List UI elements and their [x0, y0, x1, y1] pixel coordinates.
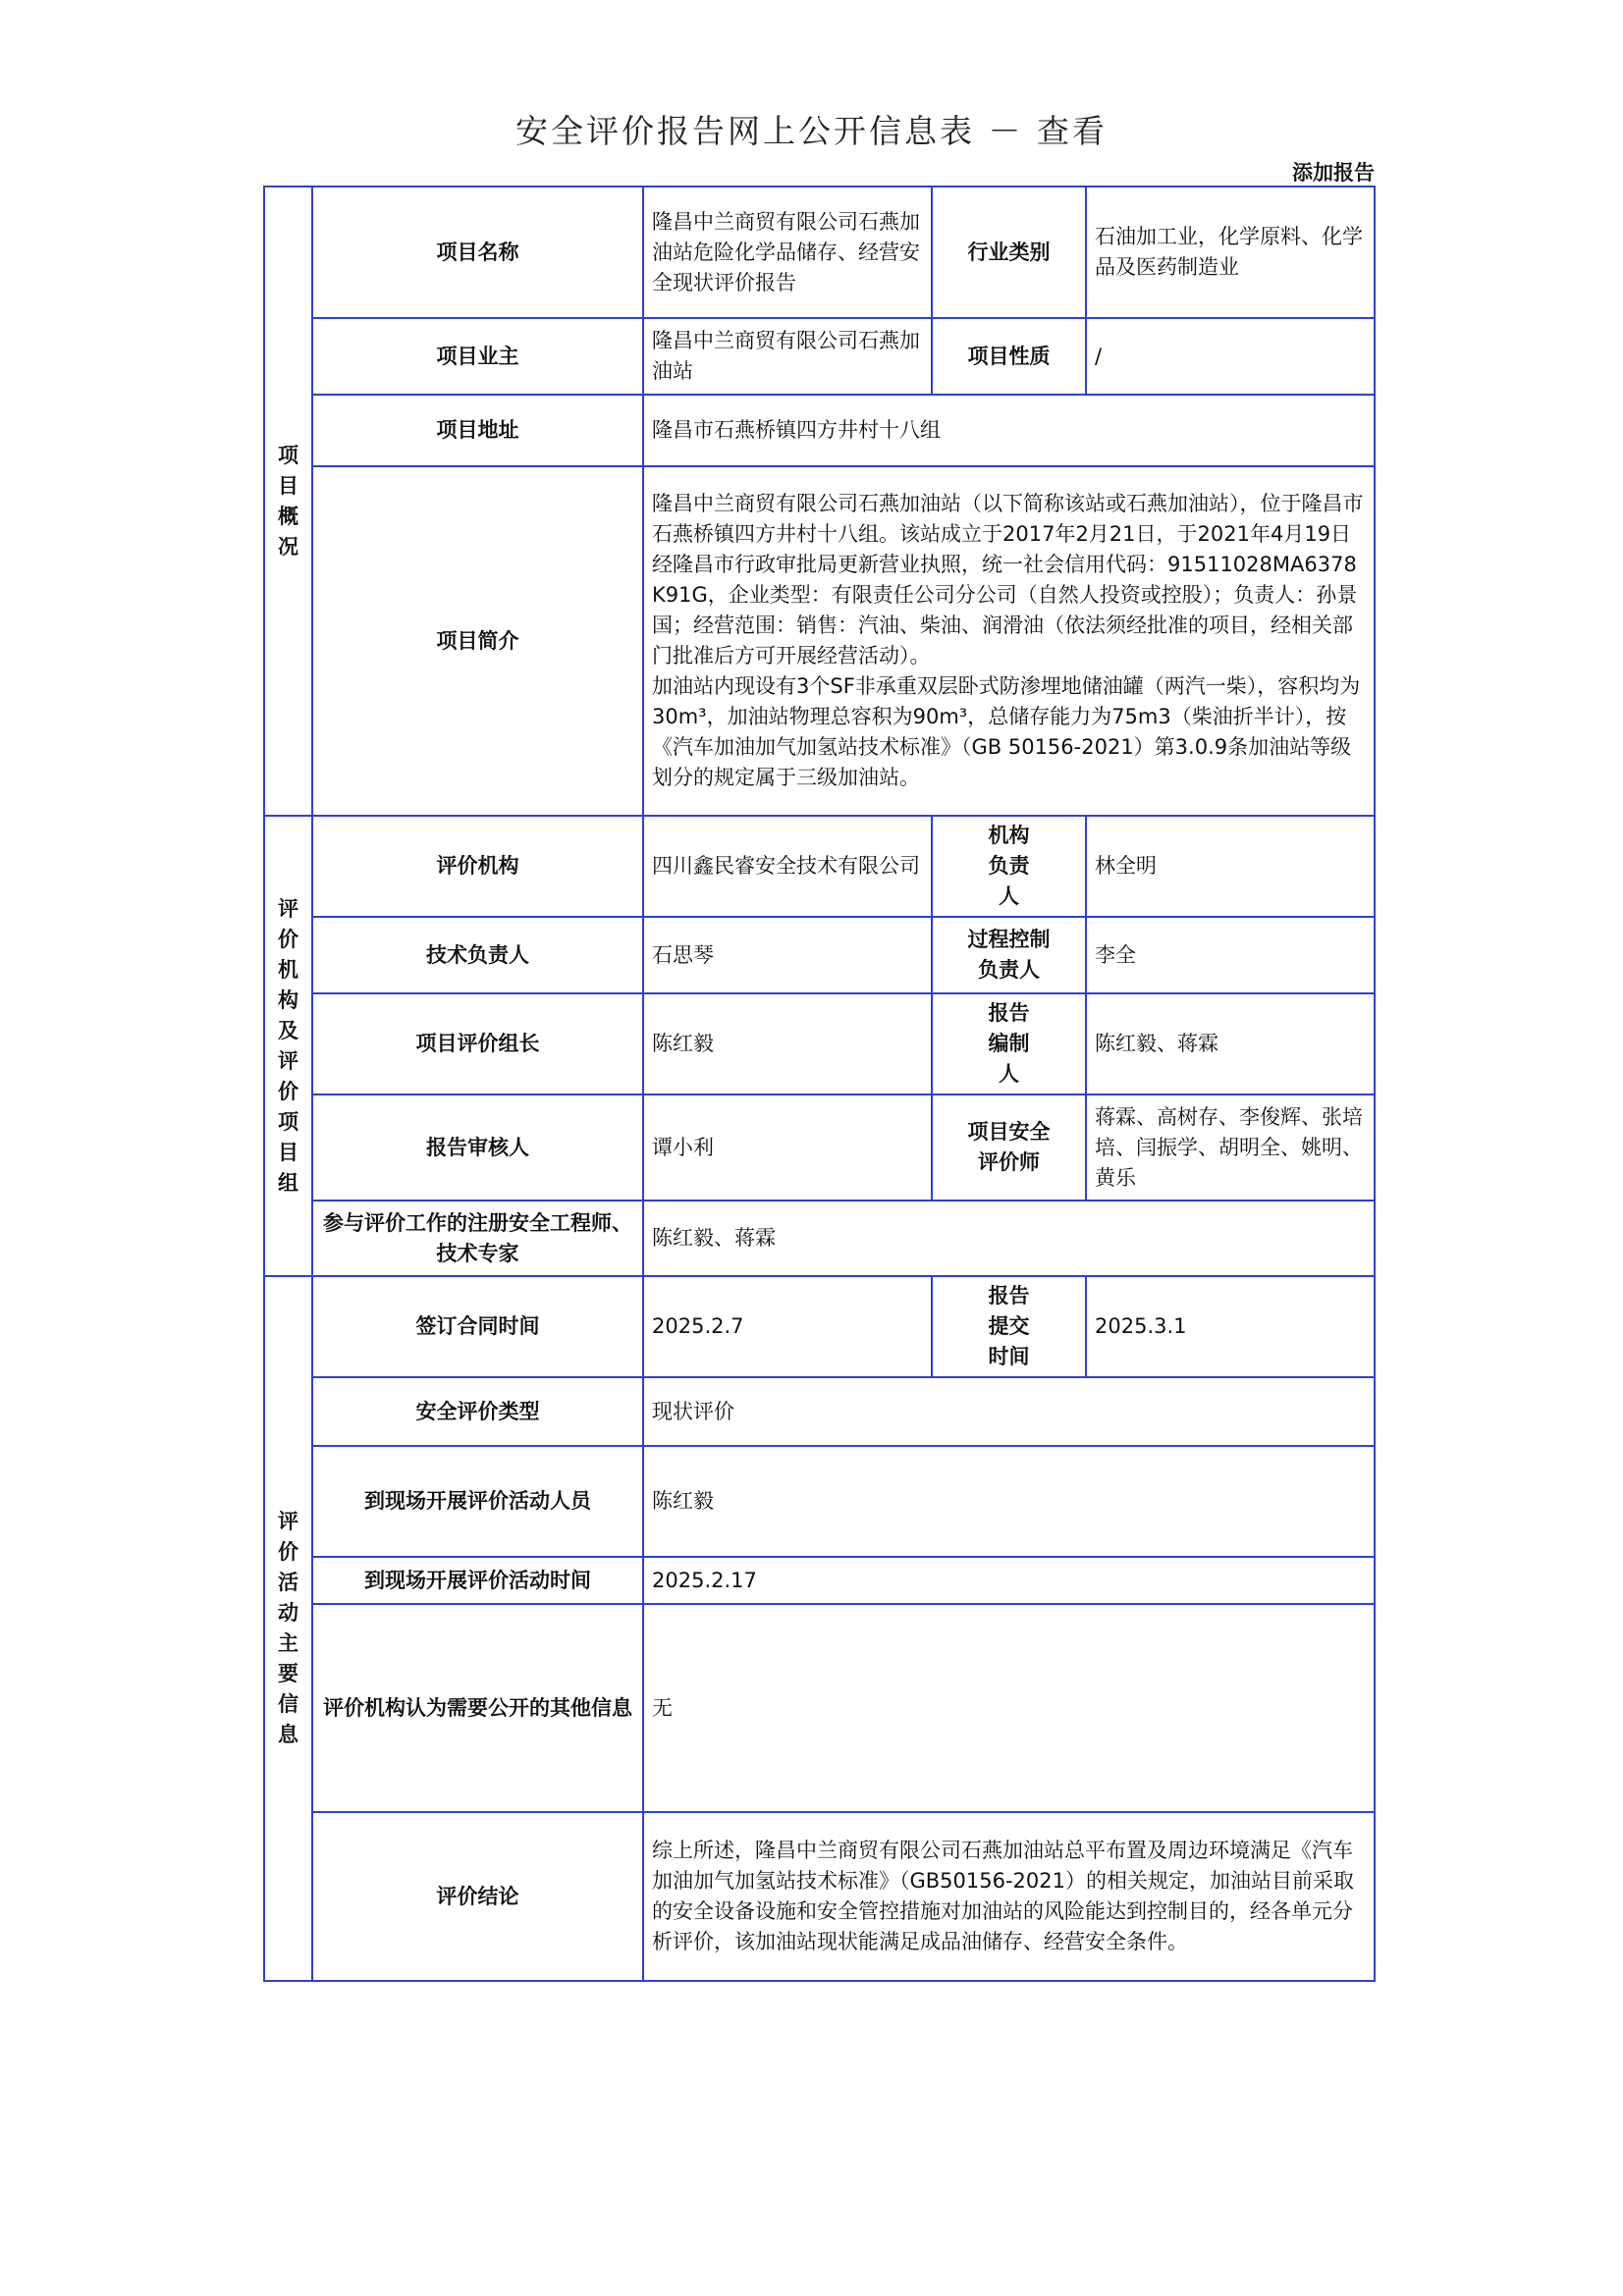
table-row	[264, 816, 1375, 917]
eval-type-value: 现状评价	[643, 1377, 1375, 1446]
nature-value: /	[1086, 318, 1375, 395]
table-row	[264, 993, 1375, 1095]
report-author-label: 报告编制人	[932, 993, 1086, 1095]
submit-date-label: 报告提交时间	[932, 1276, 1086, 1377]
address-value: 隆昌市石燕桥镇四方井村十八组	[643, 395, 1375, 466]
contract-date-label: 签订合同时间	[312, 1276, 643, 1377]
intro-paragraph-1: 隆昌中兰商贸有限公司石燕加油站（以下简称该站或石燕加油站），位于隆昌市石燕桥镇四方井村十八组。该站成立于2017年2月21日，于2021年4月19日经隆昌市行政审批局更新营业执照，统一社会信用代码：91511028MA6378K91G，企业类型：有限责任公司分公司（自然人投资或控股）；负责人：孙景国；经营范围：销售：汽油、柴油、润滑油（依法须经批准的项目，经相关部门批准后方可开展经营活动）。	[652, 492, 1364, 667]
site-date-value: 2025.2.17	[643, 1557, 1375, 1604]
table-row	[264, 1276, 1375, 1377]
table-row	[264, 1812, 1375, 1981]
owner-value: 隆昌中兰商贸有限公司石燕加油站	[643, 318, 932, 395]
table-row	[264, 1095, 1375, 1201]
conclusion-value: 综上所述，隆昌中兰商贸有限公司石燕加油站总平布置及周边环境满足《汽车加油加气加氢站技术标准》（GB50156-2021）的相关规定，加油站目前采取的安全设备设施和安全管控措施对加油站的风险能达到控制目的，经各单元分析评价，该加油站现状能满足成品油储存、经营安全条件。	[643, 1812, 1375, 1981]
assessors-value: 蒋霖、高树存、李俊辉、张培培、闫振学、胡明全、姚明、黄乐	[1086, 1095, 1375, 1201]
table-row	[264, 1604, 1375, 1812]
tech-head-value: 石思琴	[643, 917, 932, 993]
engineers-value: 陈红毅、蒋霖	[643, 1201, 1375, 1276]
table-row	[264, 1557, 1375, 1604]
project-name-label: 项目名称	[312, 187, 643, 318]
info-table	[263, 186, 1376, 1982]
reviewer-value: 谭小利	[643, 1095, 932, 1201]
site-staff-label: 到现场开展评价活动人员	[312, 1446, 643, 1557]
table-row	[264, 1377, 1375, 1446]
section-org: 评价机构及评价项目组	[264, 816, 312, 1276]
table-row	[264, 1201, 1375, 1276]
reviewer-label: 报告审核人	[312, 1095, 643, 1201]
other-info-value: 无	[643, 1604, 1375, 1812]
intro-paragraph-2: 加油站内现设有3个SF非承重双层卧式防渗埋地储油罐（两汽一柴），容积均为30m³，加油站物理总容积为90m³，总储存能力为75m3（柴油折半计），按《汽车加油加气加氢站技术标准》（GB 50156-2021）第3.0.9条加油站等级划分的规定属于三级加油站。	[652, 674, 1361, 789]
assessors-label: 项目安全评价师	[932, 1095, 1086, 1201]
agency-value: 四川鑫民睿安全技术有限公司	[643, 816, 932, 917]
table-row	[264, 466, 1375, 816]
team-leader-value: 陈红毅	[643, 993, 932, 1095]
agency-label: 评价机构	[312, 816, 643, 917]
report-author-value: 陈红毅、蒋霖	[1086, 993, 1375, 1095]
submit-date-value: 2025.3.1	[1086, 1276, 1375, 1377]
contract-date-value: 2025.2.7	[643, 1276, 932, 1377]
nature-label: 项目性质	[932, 318, 1086, 395]
table-row	[264, 318, 1375, 395]
add-report-link[interactable]: 添加报告	[1292, 161, 1375, 185]
table-row	[264, 1446, 1375, 1557]
industry-label: 行业类别	[932, 187, 1086, 318]
team-leader-label: 项目评价组长	[312, 993, 643, 1095]
project-name-value: 隆昌中兰商贸有限公司石燕加油站危险化学品储存、经营安全现状评价报告	[643, 187, 932, 318]
site-staff-value: 陈红毅	[643, 1446, 1375, 1557]
other-info-label: 评价机构认为需要公开的其他信息	[312, 1604, 643, 1812]
table-row	[264, 917, 1375, 993]
address-label: 项目地址	[312, 395, 643, 466]
process-head-value: 李全	[1086, 917, 1375, 993]
section-activity: 评价活动主要信息	[264, 1276, 312, 1981]
site-date-label: 到现场开展评价活动时间	[312, 1557, 643, 1604]
eval-type-label: 安全评价类型	[312, 1377, 643, 1446]
agency-head-value: 林全明	[1086, 816, 1375, 917]
owner-label: 项目业主	[312, 318, 643, 395]
process-head-label: 过程控制负责人	[932, 917, 1086, 993]
page-title: 安全评价报告网上公开信息表 － 查看	[515, 112, 1108, 150]
engineers-label: 参与评价工作的注册安全工程师、技术专家	[312, 1201, 643, 1276]
table-row	[264, 187, 1375, 318]
section-overview: 项目概况	[264, 187, 312, 816]
industry-value: 石油加工业，化学原料、化学品及医药制造业	[1086, 187, 1375, 318]
agency-head-label: 机构负责人	[932, 816, 1086, 917]
tech-head-label: 技术负责人	[312, 917, 643, 993]
table-row	[264, 395, 1375, 466]
conclusion-label: 评价结论	[312, 1812, 643, 1981]
intro-value	[643, 466, 1375, 816]
intro-label: 项目简介	[312, 466, 643, 816]
